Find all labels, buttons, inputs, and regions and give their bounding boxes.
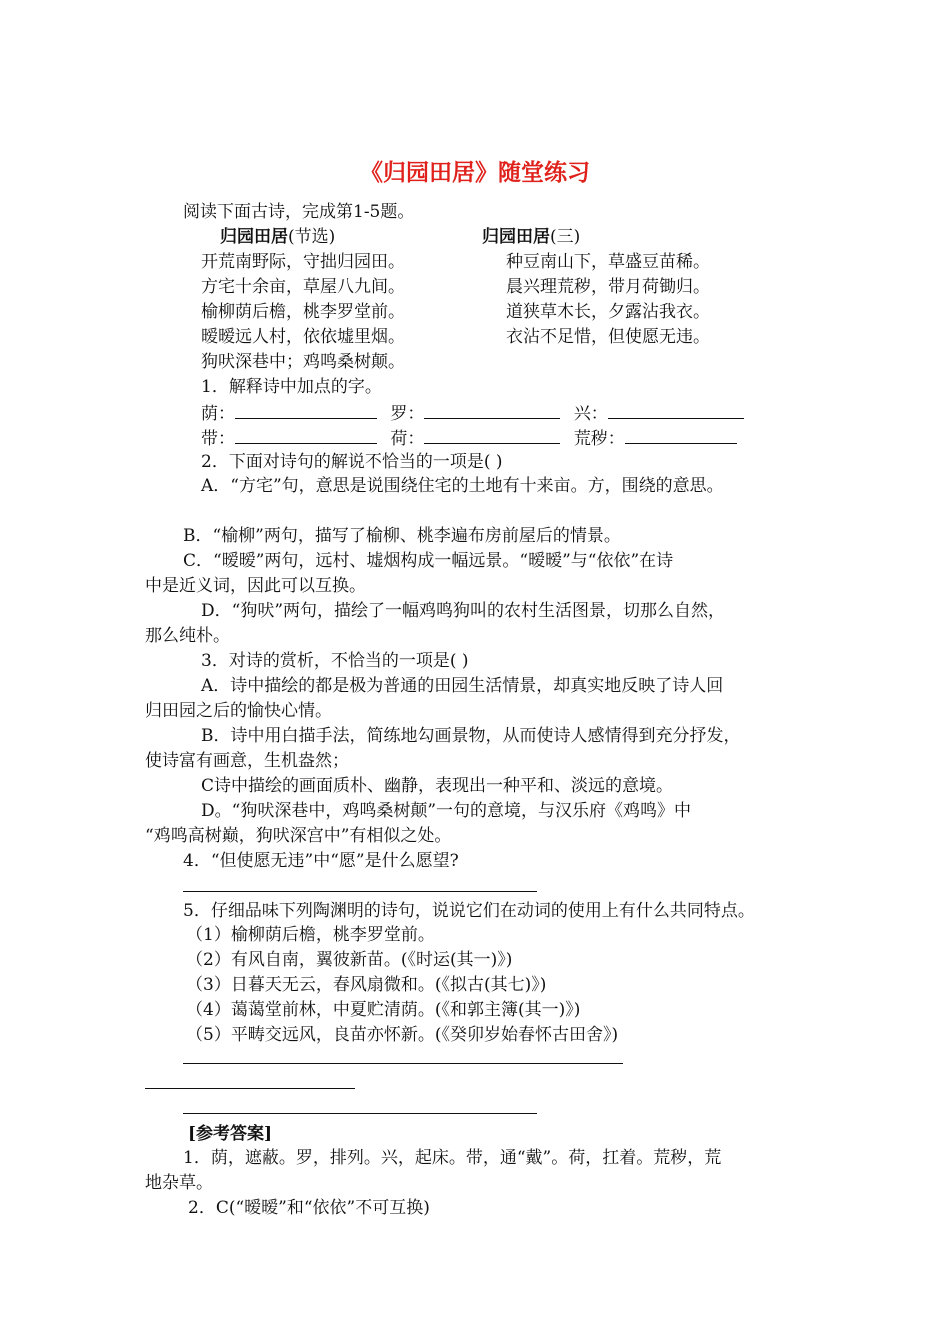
option-d-cont: 那么纯朴。 bbox=[145, 626, 230, 646]
poem1-heading bbox=[220, 225, 335, 249]
quote-item: （2）有风自南，翼彼新苗。(《时运(其一)》) bbox=[186, 950, 513, 970]
answer-blank[interactable] bbox=[424, 400, 560, 419]
answer-blank[interactable] bbox=[235, 400, 377, 419]
option-a: A．“方宅”句，意思是说围绕住宅的土地有十来亩。方，围绕的意思。 bbox=[201, 476, 724, 496]
page-title: 《归园田居》随堂练习 bbox=[360, 160, 590, 186]
quote-item: （4）蔼蔼堂前林，中夏贮清荫。(《和郭主簿(其一)》) bbox=[186, 1000, 581, 1020]
option-c-cont: 中是近义词，因此可以互换。 bbox=[145, 576, 366, 596]
answer-2: 2．C(“暧暧”和“依依”不可互换) bbox=[188, 1198, 430, 1218]
option-d: D。“狗吠深巷中，鸡鸣桑树颠”一句的意境，与汉乐府《鸡鸣》中 bbox=[201, 801, 692, 821]
option-b-cont: 使诗富有画意，生机盎然； bbox=[145, 751, 349, 771]
blank-label: 兴： bbox=[573, 404, 608, 424]
option-b: B．诗中用白描手法，简练地勾画景物，从而使诗人感情得到充分抒发， bbox=[201, 726, 741, 746]
question-5-stem: 5．仔细品味下列陶渊明的诗句，说说它们在动词的使用上有什么共同特点。 bbox=[183, 901, 755, 921]
poem1-line: 方宅十余亩，草屋八九间。 bbox=[201, 277, 405, 297]
quote-item: （1）榆柳荫后檐，桃李罗堂前。 bbox=[186, 925, 435, 945]
blank-label: 带： bbox=[201, 429, 235, 449]
option-d-cont: “鸡鸣高树巅，狗吠深宫中”有相似之处。 bbox=[145, 826, 452, 846]
intro-text: 阅读下面古诗，完成第1-5题。 bbox=[183, 202, 415, 222]
answer-line[interactable] bbox=[183, 1063, 623, 1064]
poem2-heading bbox=[482, 225, 580, 249]
blank-label: 罗： bbox=[390, 404, 425, 424]
answer-blank[interactable] bbox=[625, 425, 737, 444]
question-1-row bbox=[201, 400, 744, 426]
poem1-line: 榆柳荫后檐，桃李罗堂前。 bbox=[201, 302, 405, 322]
option-a: A．诗中描绘的都是极为普通的田园生活情景，却真实地反映了诗人回 bbox=[201, 676, 724, 696]
poem2-line: 衣沾不足惜，但使愿无违。 bbox=[506, 327, 710, 347]
question-1-row bbox=[201, 425, 737, 451]
answer-1-cont: 地杂草。 bbox=[145, 1173, 213, 1193]
blank-label: 荫： bbox=[201, 404, 235, 424]
answer-1: 1．荫，遮蔽。罗，排列。兴，起床。带，通“戴”。荷，扛着。荒秽，荒 bbox=[183, 1148, 722, 1168]
poem2-title: 归园田居 bbox=[482, 227, 550, 247]
poem2-line: 晨兴理荒秽，带月荷锄归。 bbox=[506, 277, 710, 297]
option-a-cont: 归田园之后的愉快心情。 bbox=[145, 701, 332, 721]
question-3-stem: 3．对诗的赏析，不恰当的一项是( ) bbox=[201, 651, 469, 671]
poem1-title: 归园田居 bbox=[220, 227, 288, 247]
quote-item: （3）日暮天无云，春风扇微和。(《拟古(其七)》) bbox=[186, 975, 547, 995]
poem1-subtitle: (节选) bbox=[288, 227, 336, 247]
answer-blank[interactable] bbox=[608, 400, 744, 419]
answer-line[interactable] bbox=[145, 1088, 355, 1089]
poem2-line: 种豆南山下，草盛豆苗稀。 bbox=[506, 252, 710, 272]
question-2-stem: 2．下面对诗句的解说不恰当的一项是( ) bbox=[201, 452, 503, 472]
quote-item: （5）平畴交远风，良苗亦怀新。(《癸卯岁始春怀古田舍》) bbox=[186, 1025, 619, 1045]
option-c: C．“暧暧”两句，远村、墟烟构成一幅远景。“暧暧”与“依依”在诗 bbox=[183, 551, 674, 571]
option-c: C诗中描绘的画面质朴、幽静，表现出一种平和、淡远的意境。 bbox=[201, 776, 674, 796]
answer-line[interactable] bbox=[183, 891, 537, 892]
answers-heading: [参考答案] bbox=[188, 1124, 273, 1144]
question-1-stem: 1．解释诗中加点的字。 bbox=[201, 377, 382, 397]
option-b: B．“榆柳”两句，描写了榆柳、桃李遍布房前屋后的情景。 bbox=[183, 526, 621, 546]
poem1-line: 狗吠深巷中；鸡鸣桑树颠。 bbox=[201, 352, 405, 372]
poem2-line: 道狭草木长，夕露沾我衣。 bbox=[506, 302, 710, 322]
poem2-subtitle: (三) bbox=[550, 227, 581, 247]
answer-blank[interactable] bbox=[235, 425, 377, 444]
blank-label: 荷： bbox=[390, 429, 425, 449]
blank-label: 荒秽： bbox=[573, 429, 625, 449]
answer-line[interactable] bbox=[183, 1113, 537, 1114]
poem1-line: 开荒南野际，守拙归园田。 bbox=[201, 252, 405, 272]
option-d: D．“狗吠”两句，描绘了一幅鸡鸣狗叫的农村生活图景，切那么自然， bbox=[201, 601, 726, 621]
answer-blank[interactable] bbox=[424, 425, 560, 444]
poem1-line: 暧暧远人村，依依墟里烟。 bbox=[201, 327, 405, 347]
question-4-stem: 4．“但使愿无违”中“愿”是什么愿望? bbox=[183, 851, 459, 871]
